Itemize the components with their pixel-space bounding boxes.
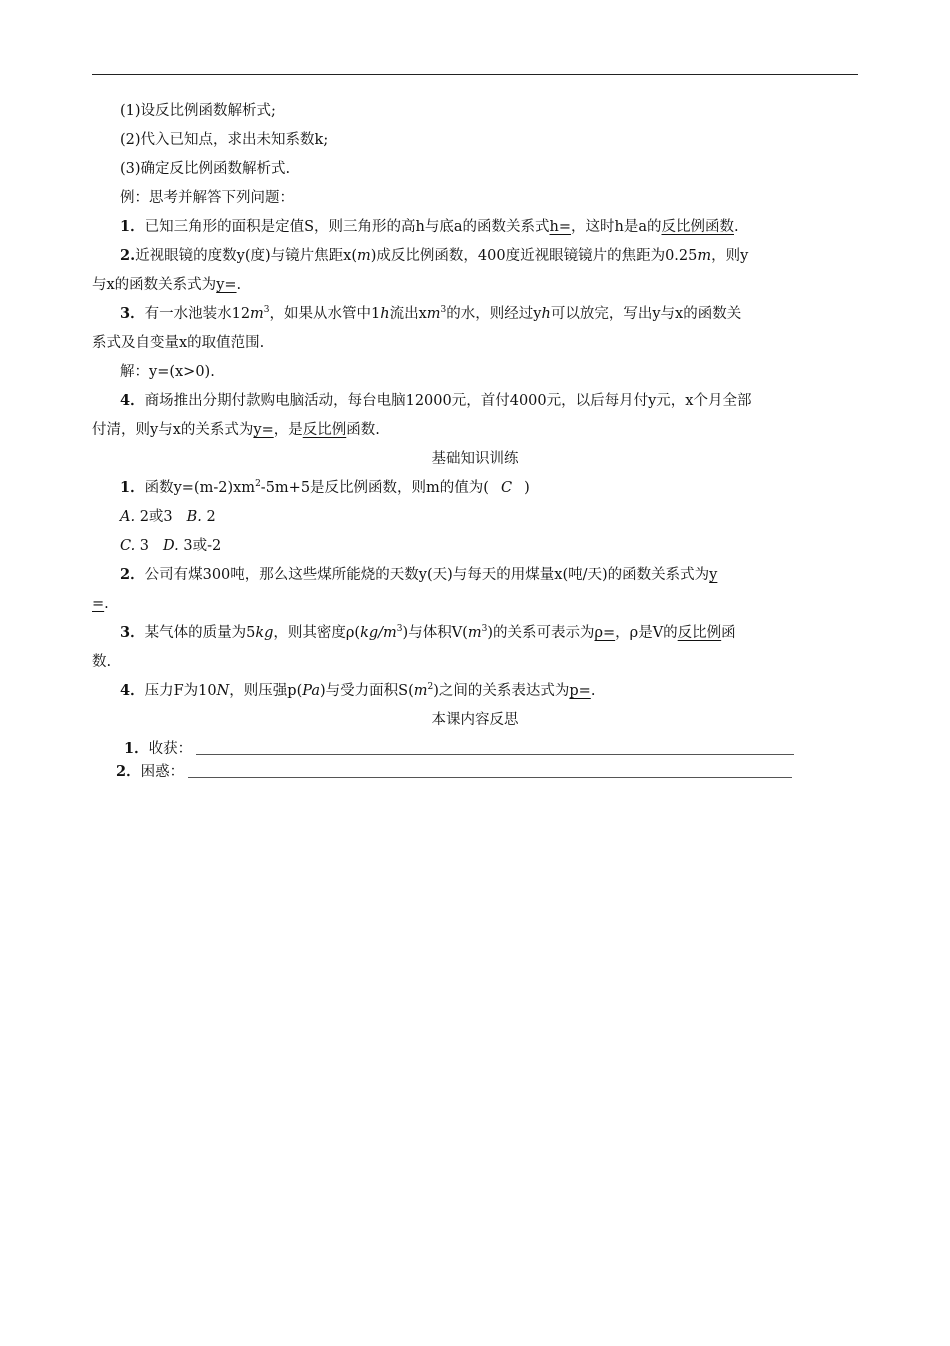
reflection-doubt-number: 2．: [116, 763, 141, 780]
example-3-line-1: [120, 307, 741, 322]
question-2-line-2: [92, 597, 109, 612]
option-a: 2或3: [139, 509, 173, 525]
example-1-answer-2: 反比例函数: [661, 219, 734, 235]
question-2-answer-b: =: [92, 596, 105, 612]
question-2-end: .: [104, 596, 109, 612]
superscript-3: 3: [396, 624, 403, 634]
question-2-answer-a: y: [709, 567, 718, 583]
example-4-line-2-b: ，是: [273, 422, 303, 438]
question-2-number: 2．: [120, 566, 145, 583]
example-3-text-b: ，如果从水管中1: [269, 306, 381, 322]
question-1-text-c: ): [524, 480, 530, 496]
example-1-text-b: ，这时h是a的: [571, 219, 662, 235]
question-2-text: 公司有煤300吨，那么这些煤所能烧的天数y(天)与每天的用煤量x(吨/天)的函数关系式为: [144, 567, 710, 583]
reflection-gain-number: 1．: [124, 740, 149, 757]
option-d-label: D.: [163, 538, 179, 554]
example-4-line-2-text: 付清，则y与x的关系式为: [92, 422, 254, 438]
question-3-text-d: )的关系可表示为: [487, 625, 595, 641]
example-2-text-b: )成反比例函数，400度近视眼镜镜片的焦距为0.25: [370, 248, 698, 264]
unit-h: h: [380, 306, 390, 322]
example-2-text-c: ，则y: [711, 248, 749, 264]
option-d: 3或-2: [183, 538, 222, 554]
question-3-line-1: [120, 626, 736, 641]
example-4-number: 4．: [120, 392, 145, 409]
question-1-text-b: -5m+5是反比例函数，则m的值为(: [260, 480, 489, 496]
section-title-basic-training: 基础知识训练: [431, 451, 519, 467]
question-3-text-b: ，则其密度ρ(: [273, 625, 361, 641]
example-2-end: .: [236, 277, 242, 293]
question-1-options-cd: [120, 539, 221, 554]
question-1-answer: C: [500, 480, 513, 496]
example-4-line-2: [92, 423, 380, 438]
step-2: (2)代入已知点，求出未知系数k;: [120, 132, 329, 148]
question-3-line-2: 数.: [92, 654, 112, 670]
example-2-answer: y=: [216, 277, 237, 293]
example-4-text: 商场推出分期付款购电脑活动，每台电脑12000元，首付4000元，以后每月付y元，x个月全部: [144, 393, 752, 409]
header-rule: [92, 74, 858, 75]
superscript-2: 2: [427, 682, 434, 692]
unit-m: m: [356, 248, 371, 264]
question-3-text-c: )与体积V(: [402, 625, 468, 641]
question-4-number: 4．: [120, 682, 145, 699]
question-3-answer: ρ=: [594, 625, 616, 641]
example-4-answer: y=: [253, 422, 274, 438]
example-2-line-2-text: 与x的函数关系式为: [92, 277, 217, 293]
reflection-doubt: [116, 765, 792, 780]
question-3-text-e: ，ρ是V的: [615, 625, 678, 641]
unit-kg-per-m3: kg/m: [360, 625, 397, 641]
example-2-text: 近视眼镜的度数y(度)与镜片焦距x(: [135, 248, 357, 264]
example-3-text-c: 流出x: [389, 306, 427, 322]
unit-m3: m: [467, 625, 482, 641]
option-c-label: C.: [120, 538, 136, 554]
question-3-number: 3．: [120, 624, 145, 641]
step-3: (3)确定反比例函数解析式.: [120, 161, 291, 177]
question-1: [120, 481, 530, 496]
example-3-solution: 解：y=(x>0).: [120, 364, 215, 380]
example-4-line-1: [120, 394, 752, 409]
superscript-3-b: 3: [481, 624, 488, 634]
step-1: (1)设反比例函数解析式;: [120, 103, 276, 119]
reflection-gain-blank[interactable]: [196, 742, 794, 755]
example-intro: 例：思考并解答下列问题：: [120, 190, 294, 206]
question-3-text-f: 函: [721, 625, 736, 641]
reflection-gain: [124, 742, 794, 757]
example-1-answer: h=: [549, 219, 572, 235]
question-4-text-c: )与受力面积S(: [320, 683, 414, 699]
question-2-line-1: [120, 568, 717, 583]
question-3-text: 某气体的质量为5: [144, 625, 256, 641]
question-1-number: 1．: [120, 479, 145, 496]
question-4-text: 压力F为10: [144, 683, 217, 699]
example-1-end: .: [734, 219, 739, 235]
example-1: [120, 220, 739, 235]
example-2-number: 2.: [120, 247, 136, 264]
example-3-text: 有一水池装水12: [144, 306, 251, 322]
option-b: 2: [206, 509, 216, 525]
question-4-answer: p=: [569, 683, 591, 699]
question-4-end: .: [590, 683, 596, 699]
question-3-answer-2: 反比例: [677, 625, 722, 641]
example-3-text-e: 可以放完，写出y与x的函数关: [550, 306, 742, 322]
unit-h-2: h: [541, 306, 551, 322]
unit-n: N: [216, 683, 230, 699]
example-4-answer-2: 反比例: [302, 422, 347, 438]
question-4-text-d: )之间的关系表达式为: [433, 683, 570, 699]
unit-m3-b: m: [426, 306, 441, 322]
unit-m-2: m: [697, 248, 712, 264]
section-title-reflection: 本课内容反思: [431, 712, 519, 728]
unit-m3: m: [250, 306, 264, 322]
option-a-label: A.: [120, 509, 136, 525]
superscript-3-b: 3: [440, 305, 447, 315]
example-1-text: 已知三角形的面积是定值S，则三角形的高h与底a的函数关系式: [144, 219, 550, 235]
option-b-label: B.: [186, 509, 202, 525]
question-1-options-ab: [120, 510, 216, 525]
option-c: 3: [139, 538, 150, 554]
superscript-3: 3: [263, 305, 270, 315]
example-3-number: 3．: [120, 305, 145, 322]
unit-m2: m: [413, 683, 428, 699]
question-1-text: 函数y=(m-2)xm: [144, 480, 256, 496]
example-2-line-2: [92, 278, 241, 293]
example-3-line-2: 系式及自变量x的取值范围.: [92, 335, 265, 351]
example-4-line-2-c: 函数.: [346, 422, 380, 438]
reflection-gain-label: 收获：: [148, 741, 193, 757]
reflection-doubt-blank[interactable]: [188, 765, 792, 778]
superscript-2: 2: [255, 479, 261, 489]
question-4: [120, 684, 595, 699]
example-3-text-d: 的水，则经过y: [446, 306, 542, 322]
example-2-line-1: [120, 249, 748, 264]
question-4-text-b: ，则压强p(: [229, 683, 303, 699]
unit-pa: Pa: [302, 683, 320, 699]
unit-kg: kg: [255, 625, 274, 641]
reflection-doubt-label: 困惑：: [140, 764, 185, 780]
example-1-number: 1．: [120, 218, 145, 235]
